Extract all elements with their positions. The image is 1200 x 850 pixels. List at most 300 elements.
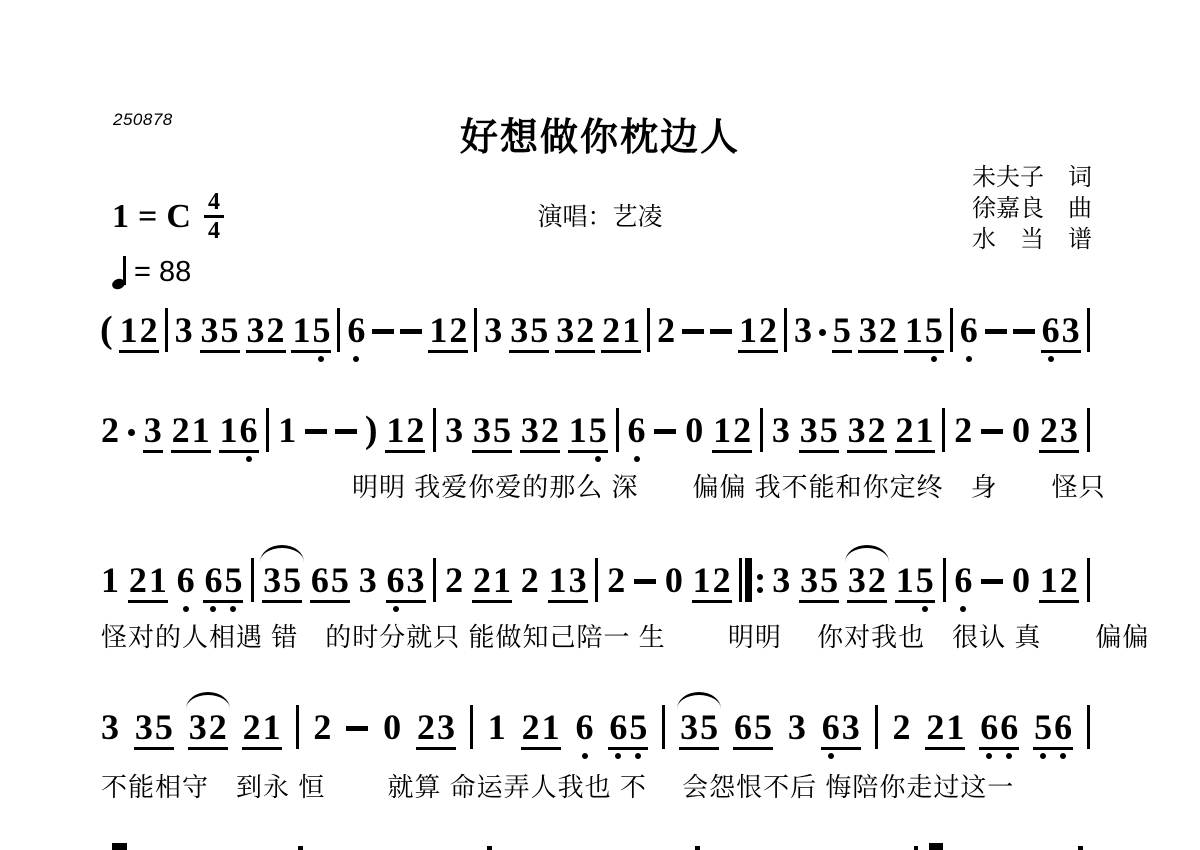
note-group	[959, 312, 979, 353]
barline	[433, 558, 436, 602]
low-octave-dot	[634, 456, 640, 462]
note-group	[793, 312, 813, 353]
performer-line: 演唱：艺凌	[537, 203, 663, 231]
duration-dash	[682, 329, 704, 334]
note-group	[444, 412, 464, 453]
note-digit: 1	[1039, 560, 1058, 600]
low-octave-dot	[595, 456, 601, 462]
barline	[1087, 705, 1090, 749]
duration-dash	[981, 429, 1003, 434]
note-group	[575, 709, 595, 750]
note-digit: 2	[1039, 410, 1058, 450]
note-digit: 2	[1059, 560, 1078, 600]
music-line	[100, 694, 1090, 750]
note-digit: 5	[754, 707, 772, 747]
note-digit: 3	[358, 560, 377, 600]
low-octave-dot	[582, 753, 588, 759]
note-digit: 0	[685, 410, 704, 450]
note-digit: 1	[895, 560, 914, 600]
note-digit: 6	[953, 562, 973, 598]
note-group	[608, 709, 648, 750]
note-digit: 3	[246, 310, 265, 350]
note-digit: 6	[176, 562, 196, 598]
low-octave-dot	[230, 606, 236, 612]
low-octave-dot	[966, 356, 972, 362]
note-digit: 3	[445, 410, 464, 450]
credit-composer: 徐嘉良 曲	[972, 195, 1092, 222]
time-numerator: 4	[204, 189, 224, 218]
augmentation-dot	[128, 429, 135, 436]
note-digit: 2	[657, 310, 676, 350]
note-group	[520, 562, 540, 603]
note-digit: 3	[556, 310, 575, 350]
barline	[595, 558, 598, 602]
note-group	[444, 562, 464, 603]
barline	[647, 308, 650, 352]
note-digit: 3	[134, 707, 153, 747]
note-group	[242, 709, 282, 750]
note-digit: 2	[406, 410, 425, 450]
note-group	[200, 312, 240, 353]
duration-dash	[981, 579, 1003, 584]
note-digit: 2	[892, 707, 911, 747]
note-digit: 6	[346, 312, 366, 348]
note-digit: 1	[386, 410, 405, 450]
note-group	[509, 312, 549, 353]
note-digit: 6	[1041, 312, 1061, 348]
note-group	[568, 412, 608, 453]
note-digit: 3	[1061, 310, 1080, 350]
note-group	[346, 312, 366, 353]
note-digit: 3	[847, 410, 866, 450]
barline	[1087, 308, 1090, 352]
note-group	[100, 562, 120, 603]
note-digit: 2	[607, 560, 626, 600]
lyric-line: 不能相守 到永 恒 就算 命运弄人我也 不 会怨恨不后 悔陪你走过这一	[101, 772, 1015, 802]
low-octave-dot	[246, 456, 252, 462]
note-digit: 5	[1033, 709, 1053, 745]
note-digit: 1	[713, 410, 732, 450]
note-group	[246, 312, 286, 353]
note-digit: 3	[406, 560, 425, 600]
note-digit: 3	[847, 560, 866, 600]
duration-dash	[985, 329, 1007, 334]
note-digit: 2	[602, 310, 621, 350]
key-letter: C	[166, 197, 191, 235]
note-digit: 2	[867, 410, 886, 450]
low-octave-dot	[1060, 753, 1066, 759]
note-digit: 5	[588, 412, 608, 448]
barline	[165, 308, 168, 352]
note-group	[799, 562, 839, 603]
note-digit: 2	[472, 560, 491, 600]
low-octave-dot	[986, 753, 992, 759]
note-group	[953, 412, 973, 453]
note-digit: 2	[313, 707, 332, 747]
low-octave-dot	[922, 606, 928, 612]
note-digit: 2	[445, 560, 464, 600]
slur-arc	[677, 692, 721, 709]
note-digit: 1	[946, 707, 965, 747]
note-group	[358, 562, 378, 603]
note-group	[219, 412, 259, 453]
note-digit: 2	[867, 560, 886, 600]
note-group	[679, 709, 719, 750]
note-group	[174, 312, 194, 353]
note-group	[606, 562, 626, 603]
barline	[760, 408, 763, 452]
note-digit: 6	[999, 709, 1019, 745]
barline	[616, 408, 619, 452]
note-digit: 3	[858, 310, 877, 350]
note-digit: 5	[223, 562, 243, 598]
note-digit: 0	[664, 560, 683, 600]
note-digit: 3	[143, 410, 162, 450]
note-group	[821, 709, 861, 750]
note-digit: 3	[800, 560, 819, 600]
note-digit: 5	[311, 312, 331, 348]
note-digit: 5	[915, 562, 935, 598]
note-group	[847, 412, 887, 453]
note-group	[1033, 709, 1073, 750]
note-digit: 6	[386, 562, 406, 598]
note-group	[627, 412, 647, 453]
note-digit: 2	[208, 707, 227, 747]
cutoff-glyph-top	[695, 846, 700, 850]
note-digit: 1	[915, 410, 934, 450]
note-digit: 1	[219, 410, 238, 450]
note-group	[100, 709, 120, 750]
note-group	[656, 312, 676, 353]
duration-dash	[400, 329, 422, 334]
note-group	[858, 312, 898, 353]
note-digit: 2	[266, 310, 285, 350]
barline	[662, 705, 665, 749]
barline	[1087, 558, 1090, 602]
note-group	[771, 412, 791, 453]
note-group	[979, 709, 1019, 750]
note-digit: 1	[119, 310, 138, 350]
note-digit: 1	[568, 410, 587, 450]
tempo-value: = 88	[134, 255, 192, 288]
note-group	[128, 562, 168, 603]
music-line	[100, 397, 1090, 453]
duration-dash	[634, 579, 656, 584]
note-group	[895, 412, 935, 453]
cutoff-glyph-top	[487, 846, 492, 850]
note-digit: 5	[820, 560, 839, 600]
barline	[474, 308, 477, 352]
note-digit: 2	[895, 410, 914, 450]
note-group	[188, 709, 228, 750]
barline	[296, 705, 299, 749]
note-digit: 2	[712, 560, 731, 600]
note-group	[692, 562, 732, 603]
note-digit: 1	[278, 410, 297, 450]
note-digit: 3	[200, 310, 219, 350]
note-digit: 2	[954, 410, 973, 450]
low-octave-dot	[353, 356, 359, 362]
lyric-line: 怪对的人相遇 错 的时分就只 能做知己陪一 生 明明 你对我也 很认 真 偏偏	[101, 622, 1150, 652]
note-digit: 0	[1011, 560, 1030, 600]
note-digit: 1	[101, 560, 119, 600]
note-digit: 5	[819, 410, 838, 450]
note-digit: 6	[203, 562, 223, 598]
duration-dash	[372, 329, 394, 334]
note-digit: 2	[759, 310, 777, 350]
key-prefix: 1	[112, 197, 129, 235]
note-digit: 3	[484, 310, 503, 350]
note-digit: 2	[128, 560, 147, 600]
note-digit: 6	[310, 560, 329, 600]
barline	[433, 408, 436, 452]
note-digit: 3	[771, 410, 790, 450]
key-equals: =	[138, 197, 158, 235]
note-digit: 0	[1012, 410, 1031, 450]
note-digit: 3	[787, 707, 806, 747]
note-digit: 1	[487, 707, 506, 747]
note-digit: 5	[283, 560, 302, 600]
note-digit: 3	[1059, 410, 1078, 450]
note-group	[520, 412, 560, 453]
note-digit: 3	[772, 560, 791, 600]
note-digit: 2	[878, 310, 897, 350]
note-digit: 2	[242, 707, 261, 747]
note-group	[277, 412, 297, 453]
barline	[784, 308, 787, 352]
note-group	[555, 312, 595, 353]
note-digit: 2	[171, 410, 190, 450]
note-digit: 2	[139, 310, 158, 350]
parenthesis: (	[100, 309, 113, 351]
note-digit: 3	[263, 560, 282, 600]
note-digit: 3	[101, 707, 119, 747]
note-group	[119, 312, 159, 353]
note-digit: 2	[449, 310, 468, 350]
note-digit: 1	[548, 560, 567, 600]
note-group	[262, 562, 302, 603]
slur-arc	[260, 545, 304, 562]
low-octave-dot	[1048, 356, 1054, 362]
note-digit: 6	[959, 312, 979, 348]
note-group	[548, 562, 588, 603]
note-group	[416, 709, 456, 750]
note-digit: 3	[437, 707, 455, 747]
note-digit: 3	[680, 707, 699, 747]
low-octave-dot	[931, 356, 937, 362]
note-digit: 2	[520, 560, 539, 600]
note-group	[904, 312, 944, 353]
note-group	[771, 562, 791, 603]
duration-dash	[654, 429, 676, 434]
lyric-line: 明明 我爱你爱的那么 深 偏偏 我不能和你定终 身 怪只	[352, 472, 1106, 502]
note-group	[1039, 562, 1079, 603]
note-digit: 5	[924, 312, 944, 348]
note-digit: 5	[493, 410, 512, 450]
augmentation-dot	[819, 329, 826, 336]
note-group	[487, 709, 507, 750]
low-octave-dot	[183, 606, 189, 612]
note-group	[171, 412, 211, 453]
note-digit: 0	[383, 707, 402, 747]
barline	[266, 408, 269, 452]
note-digit: 5	[700, 707, 719, 747]
note-digit: 1	[622, 310, 641, 350]
note-group	[953, 562, 973, 603]
note-group	[483, 312, 503, 353]
low-octave-dot	[960, 606, 966, 612]
barline	[943, 558, 946, 602]
low-octave-dot	[635, 753, 641, 759]
note-group	[892, 709, 912, 750]
slur-arc	[845, 545, 889, 562]
note-digit: 3	[799, 410, 818, 450]
note-digit: 2	[540, 410, 559, 450]
note-group	[143, 412, 163, 453]
low-octave-dot	[615, 753, 621, 759]
note-digit: 2	[417, 707, 435, 747]
repeat-begin-sign	[739, 558, 763, 602]
note-digit: 2	[576, 310, 595, 350]
note-group	[799, 412, 839, 453]
note-digit: 2	[521, 707, 540, 747]
note-digit: 5	[154, 707, 173, 747]
barline	[875, 705, 878, 749]
note-group	[733, 709, 773, 750]
note-digit: 6	[239, 412, 259, 448]
note-digit: 3	[188, 707, 207, 747]
note-digit: 1	[739, 310, 757, 350]
note-group	[738, 312, 778, 353]
note-digit: 2	[926, 707, 945, 747]
note-digit: 3	[473, 410, 492, 450]
low-octave-dot	[1040, 753, 1046, 759]
note-digit: 1	[904, 310, 923, 350]
note-group	[787, 709, 807, 750]
duration-dash	[335, 429, 357, 434]
note-group	[664, 562, 684, 603]
duration-dash	[346, 726, 368, 731]
note-group	[1039, 412, 1079, 453]
note-group	[521, 709, 561, 750]
note-digit: 3	[793, 310, 812, 350]
note-group	[472, 562, 512, 603]
note-group	[310, 562, 350, 603]
note-digit: 5	[330, 560, 349, 600]
note-group	[925, 709, 965, 750]
note-group	[428, 312, 468, 353]
note-group	[203, 562, 243, 603]
note-group	[312, 709, 332, 750]
note-group	[385, 412, 425, 453]
note-digit: 5	[832, 310, 851, 350]
note-digit: 3	[841, 707, 860, 747]
note-digit: 6	[821, 709, 841, 745]
note-digit: 3	[510, 310, 529, 350]
note-group	[1041, 312, 1081, 353]
note-digit: 1	[492, 560, 511, 600]
low-octave-dot	[318, 356, 324, 362]
low-octave-dot	[210, 606, 216, 612]
slur-arc	[186, 692, 230, 709]
note-digit: 5	[530, 310, 549, 350]
note-digit: 6	[734, 707, 752, 747]
cutoff-glyph-top	[112, 843, 127, 850]
duration-dash	[1013, 329, 1035, 334]
note-digit: 1	[148, 560, 167, 600]
barline	[942, 408, 945, 452]
credit-transcriber: 水 当 谱	[972, 226, 1092, 253]
note-group	[472, 412, 512, 453]
note-digit: 1	[429, 310, 448, 350]
note-digit: 1	[692, 560, 711, 600]
note-digit: 1	[541, 707, 560, 747]
note-group	[134, 709, 174, 750]
note-digit: 2	[101, 410, 119, 450]
note-digit: 1	[262, 707, 281, 747]
duration-dash	[710, 329, 732, 334]
note-group	[712, 412, 752, 453]
note-digit: 6	[1053, 709, 1073, 745]
low-octave-dot	[393, 606, 399, 612]
note-group	[832, 312, 852, 353]
note-digit: 3	[174, 310, 193, 350]
note-digit: 5	[220, 310, 239, 350]
time-denominator: 4	[207, 218, 220, 245]
barline	[1087, 408, 1090, 452]
song-title: 好想做你枕边人	[459, 117, 740, 159]
cutoff-glyph-top	[298, 846, 303, 850]
note-group	[291, 312, 331, 353]
note-group	[847, 562, 887, 603]
duration-dash	[305, 429, 327, 434]
note-digit: 6	[627, 412, 647, 448]
low-octave-dot	[828, 753, 834, 759]
note-digit: 1	[292, 310, 311, 350]
note-group	[386, 562, 426, 603]
barline	[251, 558, 254, 602]
note-group	[601, 312, 641, 353]
note-group	[895, 562, 935, 603]
cutoff-glyph-top	[914, 846, 918, 850]
note-digit: 3	[568, 560, 587, 600]
barline	[950, 308, 953, 352]
note-group	[382, 709, 402, 750]
cutoff-glyph-top	[929, 843, 943, 850]
credit-lyricist: 未夫子 词	[972, 164, 1092, 191]
serial-number: 250878	[113, 110, 173, 129]
note-group	[1011, 412, 1031, 453]
note-digit: 6	[608, 709, 628, 745]
note-group	[1011, 562, 1031, 603]
note-digit: 5	[628, 709, 648, 745]
music-line	[100, 547, 1090, 603]
note-group	[176, 562, 196, 603]
note-digit: 6	[979, 709, 999, 745]
barline	[470, 705, 473, 749]
barline	[337, 308, 340, 352]
note-group	[100, 412, 120, 453]
parenthesis: )	[364, 409, 378, 451]
note-digit: 2	[733, 410, 752, 450]
low-octave-dot	[1006, 753, 1012, 759]
note-digit: 1	[191, 410, 210, 450]
note-digit: 6	[575, 709, 595, 745]
cutoff-glyph-top	[1078, 846, 1083, 850]
note-group	[684, 412, 704, 453]
music-line	[100, 297, 1090, 353]
note-digit: 3	[520, 410, 539, 450]
